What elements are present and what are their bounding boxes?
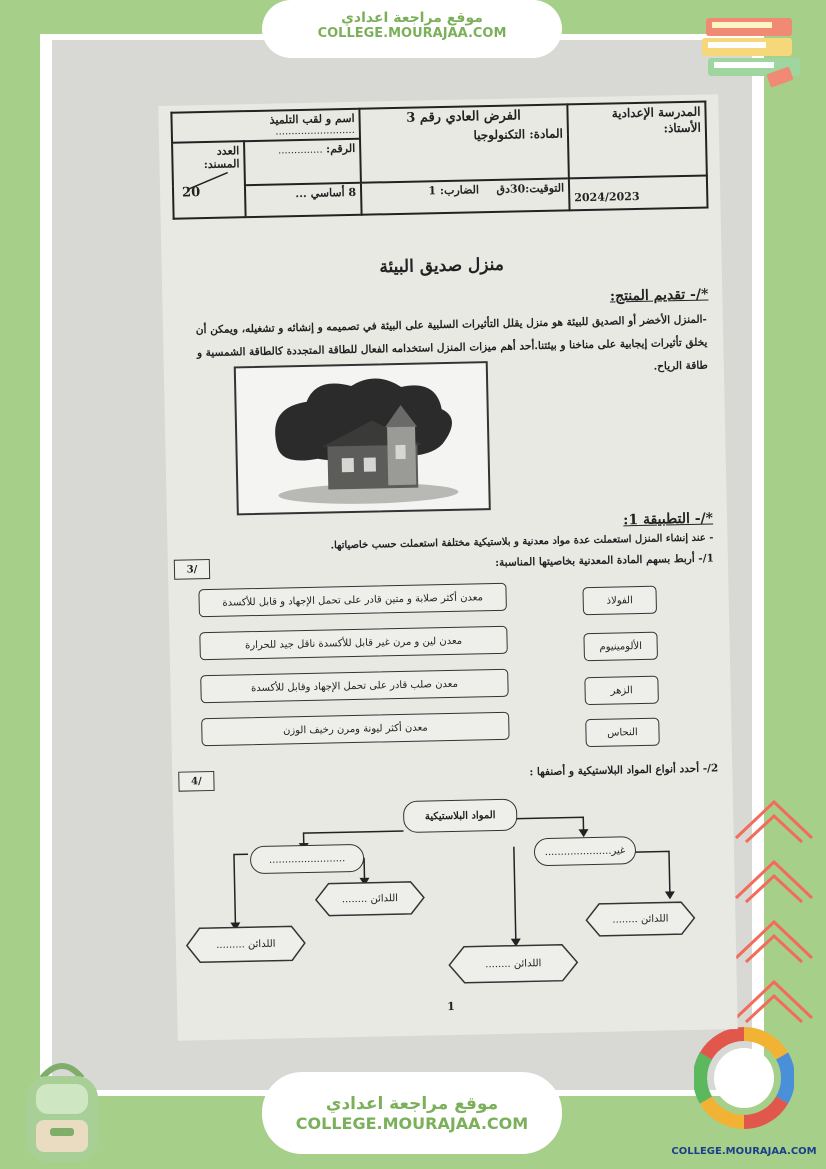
- student-name-label: اسم و لقب التلميذ: [269, 111, 355, 127]
- part1-heading: */- التطبيقة 1:: [623, 510, 714, 529]
- coefficient-label: الضارب: 1: [428, 183, 480, 198]
- plastic-type-leaf-4[interactable]: [585, 901, 696, 937]
- plastic-type-leaf-1[interactable]: [185, 925, 306, 964]
- plastic-type-leaf-2[interactable]: [315, 881, 426, 917]
- plastics-right-node[interactable]: غير.....................: [534, 836, 637, 866]
- intro-heading: */- تقديم المنتج:: [609, 286, 709, 305]
- page-number: 1: [447, 999, 455, 1014]
- property-box-1[interactable]: معدن أكثر صلابة و متين قادر على تحمل الإجهاد و قابل للأكسدة: [198, 583, 507, 617]
- top-site-name-ar: موقع مراجعة اعدادي: [341, 10, 483, 26]
- score-box-1: /3: [174, 559, 210, 580]
- bottom-site-banner[interactable]: [262, 1072, 562, 1154]
- grade-fraction: [178, 170, 241, 201]
- subject-label: المادة: التكنولوجيا: [473, 126, 564, 143]
- green-house-photo: [234, 361, 491, 515]
- school-cell: [567, 102, 707, 179]
- plastics-root-node: المواد البلاستيكية: [403, 799, 518, 833]
- student-name-field[interactable]: .........................: [275, 124, 355, 138]
- exam-header-table: [170, 100, 708, 219]
- metal-box-copper[interactable]: النحاس: [585, 718, 660, 748]
- level-label: 8 أساسي ...: [295, 185, 357, 201]
- top-site-banner[interactable]: [262, 0, 562, 58]
- backpack-icon: [12, 1058, 112, 1166]
- level-cell: [245, 183, 362, 217]
- plastics-left-node[interactable]: ........................: [250, 844, 365, 874]
- logo-text: COLLEGE.MOURAJAA.COM: [671, 1146, 817, 1157]
- property-box-3[interactable]: معدن صلب قادر على تحمل الإجهاد وقابل للأكسدة: [200, 669, 509, 703]
- property-box-4[interactable]: معدن أكثر ليونة ومرن رخيف الوزن: [201, 712, 510, 746]
- bottom-site-name-ar: موقع مراجعة اعدادي: [325, 1094, 499, 1114]
- grade-label: العدد: [216, 144, 240, 158]
- score-box-2: /4: [178, 771, 214, 792]
- grade-cell: [172, 141, 246, 218]
- number-label: الرقم:: [325, 141, 356, 156]
- plastic-type-leaf-4-text: اللدائن ........: [612, 912, 669, 926]
- number-field[interactable]: ..............: [277, 144, 323, 157]
- metal-box-cast-iron[interactable]: الزهر: [584, 676, 659, 706]
- question-1: 1/- أربط بسهم المادة المعدنية بخاصيتها المناسبة:: [495, 552, 714, 570]
- student-name-cell: [171, 109, 360, 143]
- chevron-decoration-icon: [728, 790, 820, 1040]
- timing-label: التوقيت:30دق: [496, 181, 565, 196]
- metal-box-aluminum[interactable]: الألومينيوم: [583, 632, 658, 662]
- exam-sheet: [158, 94, 737, 1041]
- timing-cell: [361, 178, 570, 214]
- grade-given-label: المسند:: [203, 157, 240, 172]
- school-label: المدرسة الإعدادية: [611, 104, 701, 121]
- year-label: 2024/2023: [574, 189, 640, 205]
- bottom-site-url: COLLEGE.MOURAJAA.COM: [295, 1114, 529, 1133]
- plastic-type-leaf-3-text: اللدائن ........: [485, 957, 542, 970]
- part1-note: - عند إنشاء المنزل استعملت عدة مواد معدنية و بلاستيكية مختلفة استعملت حسب خاصياتها.: [330, 532, 714, 552]
- intro-body: -المنزل الأخضر أو الصديق للبيئة هو منزل يقلل التأثيرات السلبية على البيئة في تصميمه و إنشائه و تشغيله، ويمكن أن يخلق تأثيرات إيجابية على مناخنا و بيئتنا.أحد أهم ميزات المنزل استخدامه الفعال للطاقة المتجددة كالطاقة الشمسية و طاقة الرياح.: [195, 313, 708, 373]
- metal-box-steel[interactable]: الفولاذ: [582, 586, 657, 616]
- plastic-type-leaf-3[interactable]: [448, 943, 579, 984]
- page-title: منزل صديق البيئة: [379, 254, 505, 278]
- grade-total: 20: [181, 185, 201, 201]
- property-box-2[interactable]: معدن لين و مرن غير قابل للأكسدة ناقل جيد للحرارة: [199, 626, 508, 660]
- exam-cell: [359, 104, 569, 182]
- year-cell: [569, 175, 708, 210]
- site-logo-icon: [694, 1024, 794, 1144]
- house-tree-image: [236, 363, 489, 513]
- plastic-type-leaf-2-text: اللدائن ........: [341, 892, 399, 905]
- number-cell: [244, 139, 361, 185]
- teacher-label: الأستاذ:: [663, 120, 701, 136]
- plastic-type-leaf-1-text: اللدائن .........: [216, 938, 276, 951]
- question-2: 2/- أحدد أنواع المواد البلاستيكية و أصنفها :: [529, 762, 719, 779]
- top-site-url: COLLEGE.MOURAJAA.COM: [317, 26, 507, 41]
- books-icon: [698, 10, 808, 90]
- exam-title: الفرض العادي رقم 3: [406, 108, 521, 126]
